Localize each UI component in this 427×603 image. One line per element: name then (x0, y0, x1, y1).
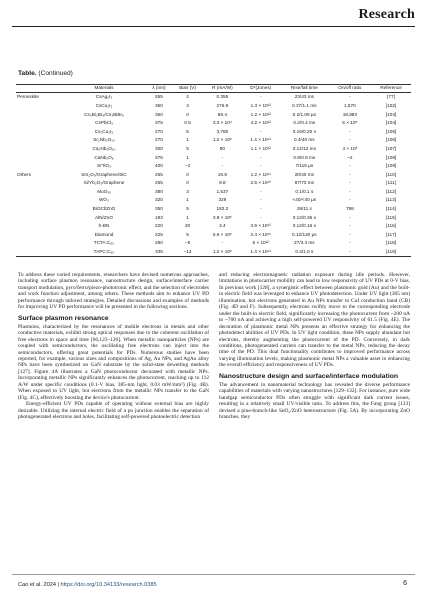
table-cell: 1,570 (343, 102, 356, 108)
right-column (219, 272, 410, 421)
table-cell (16, 188, 62, 197)
table-cell (16, 222, 62, 231)
section-heading: Nanostructure design and surface/interface modulation (219, 372, 399, 380)
table-cell: - (349, 249, 351, 255)
table-cell: [105] (385, 128, 397, 134)
table-cell: 220 (154, 223, 163, 229)
table-cell: 5 (186, 145, 189, 151)
table-cell: [113] (385, 197, 397, 203)
table-cell: - (349, 223, 351, 229)
table-row (16, 179, 411, 188)
table-cell (16, 179, 62, 188)
table-cell: [115] (385, 214, 397, 220)
table-cell: [117] (385, 231, 397, 237)
table-cell: 0.12/120 μs (292, 231, 317, 237)
table-cell: 255 (154, 180, 163, 186)
table-cell: 4 × 10³ (342, 145, 358, 151)
column-header: D*(Jones) (250, 85, 272, 90)
table-cell: - (349, 197, 351, 203)
table-cell: Others (17, 171, 32, 177)
table-cell: 798 (345, 206, 354, 212)
table-cell: - (259, 206, 262, 212)
table-cell: [107] (385, 145, 397, 151)
section-heading: Surface plasmon resonance (18, 314, 109, 322)
paragraph: Energy-efficient UV PDs capable of operating without external bias are highly desirable. Utilizing the internal electric field of a pn junction enables the separation of photogenerated electrons and holes, facilitating self-powered photoelectric detection (18, 401, 209, 421)
table-cell: 0.2/1.09 μs (292, 111, 316, 117)
table-row (16, 222, 411, 231)
table-cell: 1.1 × 10¹² (250, 145, 271, 151)
table-cell (16, 213, 62, 222)
page-number: 6 (403, 580, 407, 587)
table-row (16, 102, 411, 111)
footer-divider (12, 574, 415, 575)
table-cell: [114] (385, 206, 397, 212)
table-cell: - (349, 188, 351, 194)
table-cell: 193 (154, 214, 163, 220)
table-cell: [109] (385, 163, 397, 169)
table-cell: Sm₂O₃/Graphene/SiC (81, 171, 127, 177)
table-cell: 19.8 (217, 171, 227, 177)
table-cell: 0.1/0.1 s (295, 188, 314, 194)
table-cell: 276.9 (216, 102, 229, 108)
table-row (16, 162, 411, 171)
table-cell: 20 (184, 223, 191, 229)
table-cell: SrTiO₃ (97, 163, 111, 169)
table-cell (16, 127, 62, 136)
paragraph: Plasmons, characterized by the resonances of mobile electrons in metals and other conductive materials, exhibit strong optical responses due to the coherent oscillation of free electrons in space and time [66,123–126]. When metallic nanoparticles (NPs) are coupled with semiconductors, the oscillating free electrons can inject into the semiconductors, offering great potentials for PDs. Numerous studies have been reported, for example, various sizes and compositions of Ag, Au NPs, and AgAu alloy NPs have been synthesized on GaN substrate by the solid-state dewetting methods [127]. Figure 4A illustrates a GaN photoconductor decorated with metallic NPs. Incorporating metallic NPs significantly enhances the photocurrent, reaching up to 112 A/W under specific conditions (0.1-V bias, 385-nm light, 0.03 mW/mm²) (Fig. 4B). When exposed to UV light, hot electrons from the metallic NPs transfer to the GaN (Fig. 4C), effectively boosting the device's photocurrent. (18, 323, 209, 401)
table-cell: 0.355 (216, 94, 229, 100)
column-header: Reference (380, 85, 402, 90)
column-header: R (mA/W) (212, 85, 233, 90)
left-column (18, 272, 209, 421)
table-cell: [77] (387, 94, 395, 100)
table-cell: 0.12/12 ms (292, 145, 316, 151)
table-cell: 59.4 (217, 111, 227, 117)
table-cell: 3.8 × 10⁵ (212, 214, 232, 220)
table-cell: 80 (219, 145, 225, 151)
table-cell: 1 (186, 154, 189, 160)
table-cell: 4.2 × 10¹² (250, 120, 271, 126)
table-cell: 5.9 × 10⁵ (212, 231, 232, 237)
table-cell: 0 (186, 180, 189, 186)
table-cell: 5 × 10⁵ (342, 120, 358, 126)
footer-citation: Cao et al. 2024 | https://doi.org/10.34133/research.0385 (18, 582, 157, 588)
table-cell: BiOCl/ZnO (92, 206, 116, 212)
table-cell: <40/<40 μs (292, 197, 317, 203)
table-cell: - (349, 180, 351, 186)
table-cell: 9.8 (219, 180, 226, 186)
table-cell (16, 248, 62, 257)
table-cell: 23/43 ms (294, 94, 314, 100)
column-header (16, 85, 62, 93)
table-cell: - (349, 128, 351, 134)
table-cell: 1 (186, 197, 189, 203)
table-cell: 400 (154, 163, 163, 169)
table-cell: 1.2 × 10⁶ (212, 137, 232, 143)
table-row (16, 119, 411, 128)
column-header: Rise/fall time (290, 85, 318, 90)
table-cell (16, 153, 62, 162)
table-cell: 0.16/0.20 s (292, 128, 316, 134)
table-row (16, 127, 411, 136)
table-header (16, 85, 411, 93)
table-cell: 225 (154, 231, 163, 237)
table-cell: 0 (186, 171, 189, 177)
table-cell: WO₃ (99, 197, 109, 203)
table-cell: Cs₃Bi₂Br₉/Cs₃BiBr₆ (84, 111, 124, 117)
table-cell: 1.3 × 10¹² (250, 102, 271, 108)
table-cell: 375 (154, 120, 163, 126)
table-cell (16, 136, 62, 145)
table-cell (16, 119, 62, 128)
paragraph: The advancement in nanomaterial technology has revealed the diverse performance capabilities of materials with varying nanostructures [129–132]. For instance, pure wide bandgap semiconductor PDs often struggle with significant dark current issues, resulting in a relatively small UV/visible ratio. To address this, the Fang group [133] devised a pine-branch-like SnO₂/ZnO heterostructure (Fig. 5A). By incorporating ZnO branches, they (219, 381, 410, 421)
table-cell: 1.4 × 10¹⁴ (250, 137, 272, 143)
table-cell: CsPbCl₃ (95, 120, 113, 126)
table-cell: −2 (184, 163, 191, 169)
table-row (16, 153, 411, 162)
table-cell (16, 231, 62, 240)
table-cell: 0.12/0.36 s (292, 214, 316, 220)
table-row (16, 110, 411, 119)
table-cell: 3,780 (216, 128, 229, 134)
table-row (16, 239, 411, 248)
table-cell: - (259, 214, 262, 220)
table-cell: - (349, 240, 351, 246)
table-cell: 0.2/0.4 ms (293, 120, 316, 126)
table-cell: - (259, 188, 262, 194)
table-cell: 7/115 μs (295, 163, 314, 169)
table-cell (16, 110, 62, 119)
column-header: Materials (94, 85, 114, 90)
header-divider (12, 26, 415, 27)
table-cell: Sr₂Nb₃O₁₀ (93, 137, 115, 143)
table-cell: ~2 (347, 154, 353, 160)
table-cell: 329 (218, 197, 227, 203)
table-cell: 320 (154, 197, 163, 203)
table-cell: TCTA:C₆₀ (93, 240, 115, 246)
table-cell: [119] (385, 249, 397, 255)
table-cell: 1,537 (216, 188, 229, 194)
table-cell: 29/11 s (296, 206, 312, 212)
table-cell: −14 (183, 249, 192, 255)
table-cell: [104] (385, 120, 397, 126)
table-cell: [112] (385, 188, 397, 194)
table-cell: 1 (186, 214, 189, 220)
table-row (16, 248, 411, 257)
table-caption: Table. (Continued) (18, 70, 73, 77)
table-row (16, 205, 411, 214)
column-header: On/off ratio (338, 85, 362, 90)
table-cell: CsCu₂I₃ (95, 102, 113, 108)
table-cell: - (259, 94, 262, 100)
table-cell: 265 (154, 94, 163, 100)
table-cell: [116] (385, 223, 397, 229)
table-cell: 18,883 (342, 111, 358, 117)
table-cell: 255 (154, 171, 163, 177)
table-cell: 350 (154, 206, 163, 212)
table-cell: [106] (385, 137, 397, 143)
table-cell: - (349, 137, 351, 143)
table-cell: 3 (186, 102, 189, 108)
table-cell: 0.37/1.1 ms (292, 102, 317, 108)
table-cell: [102] (385, 102, 397, 108)
table-cell: 0.4/40 ms (294, 137, 315, 143)
table-cell: 0.4/1.0 s (295, 249, 314, 255)
table-cell: 3.3 × 10⁴ (212, 120, 232, 126)
table-cell: 5 (186, 231, 189, 237)
table-cell: 360 (154, 102, 163, 108)
table-cell: 3.4 (219, 223, 226, 229)
table-cell: 270 (154, 137, 163, 143)
table-cell (16, 205, 62, 214)
table-cell: - (221, 163, 224, 169)
table-cell (16, 239, 62, 248)
table-cell: [108] (385, 154, 397, 160)
table-row (16, 170, 411, 179)
table-cell: 0.5 (184, 120, 191, 126)
table-cell: 87/73 ms (294, 180, 314, 186)
paragraph: To address these varied requirements, researchers have devised numerous approaches, including surface plasmon resonance, nanostructure design, surface/interface carrier transport modulation, pyro/ferro/piezo-phototronic effect, and the selection of electrodes and work function adjustment, among others. These methods aim to enhance UV PD performance through tailored strategies. Detailed discussions and examples of methods for improving UV PD performance will be presented in the following sections. (18, 272, 209, 311)
table-cell: - (259, 154, 262, 160)
table-cell: CaNb₂O₆ (94, 154, 114, 160)
table-cell (16, 196, 62, 205)
table-cell: 1.2 × 10¹¹ (250, 171, 271, 177)
table-cell: [103] (385, 111, 397, 117)
table-row (16, 213, 411, 222)
doi-link[interactable]: https://doi.org/10.34133/research.0385 (60, 582, 157, 588)
table-cell (16, 162, 62, 171)
table-cell: [110] (385, 171, 397, 177)
table-cell: Si/Yb₂O₃/Graphene (83, 180, 125, 186)
column-header: Bias (V) (179, 85, 196, 90)
table-cell: Ca₂Nb₃O₁₀ (92, 145, 116, 151)
table-cell: - (349, 214, 351, 220)
table-cell: - (259, 128, 262, 134)
table-cell: 27/3.3 ms (294, 240, 315, 246)
table-cell: Perovskite (17, 94, 39, 100)
table-cell: 6 × 10¹² (252, 240, 269, 246)
table-cell: 375 (154, 154, 163, 160)
table-cell (16, 145, 62, 154)
table-cell: - (349, 171, 351, 177)
table-cell: 270 (154, 128, 163, 134)
table-body (16, 93, 411, 257)
table-cell: 1.3 × 10¹⁴ (250, 249, 272, 255)
table-cell: 5 (186, 128, 189, 134)
table-row (16, 93, 411, 102)
table-cell: 0 (186, 111, 189, 117)
table-cell (16, 102, 62, 111)
table-cell: 3.9 × 10¹⁰ (250, 223, 271, 229)
table-cell: 1.2 × 10¹² (250, 111, 271, 117)
table-cell: - (221, 154, 224, 160)
table-cell: CsAg₂I₃ (95, 94, 113, 100)
table-cell: - (221, 240, 224, 246)
table-cell: 2.5 × 10¹⁰ (250, 180, 271, 186)
table-cell: 280 (154, 240, 163, 246)
column-header: λ (nm) (152, 85, 166, 90)
table-cell: MoO₃ₓ (97, 188, 111, 194)
table-cell: 5 (186, 206, 189, 212)
table-row (16, 188, 411, 197)
table-cell: 3 (186, 188, 189, 194)
table-cell: TAPC:C₆₀ (93, 249, 115, 255)
table-cell: Cs₂Cu₂I₅ (94, 128, 114, 134)
table-cell: 182.2 (216, 206, 229, 212)
materials-table (16, 84, 411, 257)
table-cell: 335 (154, 249, 163, 255)
table-cell: 380 (154, 188, 163, 194)
table-cell: 300 (154, 145, 163, 151)
table-cell: - (259, 197, 262, 203)
table-cell: 2 (186, 94, 189, 100)
table-cell: 1.2 × 10⁶ (212, 249, 232, 255)
table-row (16, 231, 411, 240)
table-cell: - (349, 163, 351, 169)
table-cell: 1 (186, 137, 189, 143)
table-cell: 0.12/0.16 s (292, 223, 316, 229)
table-row (16, 136, 411, 145)
table-cell: −5 (184, 240, 191, 246)
table-row (16, 145, 411, 154)
table-cell: 20/40 ms (294, 171, 314, 177)
table-cell: - (259, 163, 262, 169)
table-cell: Diamond (94, 231, 114, 237)
table-cell: - (349, 94, 351, 100)
table-row (16, 196, 411, 205)
table-cell: [118] (385, 240, 397, 246)
table-cell: AlN/ZnO (95, 214, 113, 220)
journal-title: Research (358, 7, 415, 22)
table-cell: 360 (154, 111, 163, 117)
table-cell: 3.4 × 10¹⁵ (250, 231, 271, 237)
table-cell: h-BN (98, 223, 110, 229)
table-cell: [111] (386, 180, 396, 186)
table-cell: 0.8/0.9 ms (293, 154, 316, 160)
paragraph: and reducing electromagnetic radiation exposure during idle periods. However, limitations in photocarrier mobility can lead to low responsivity of UV PDs at 0-V bias. In previous work [128], a synergistic effect between plasmonic gold (Au) and the built-in electric field was leveraged to enhance UV photodetection. Under UV light (365 nm) illumination, hot electrons generated in Au NPs transfer to CuI conduction band (CB) (Fig. 4D and F). Subsequently, electrons swiftly move to the corresponding electrode under the built-in electric field, significantly increasing the photocurrent from ~200 nA to ~700 nA and achieving a high self-powered UV responsivity of 61.5 (Fig. 4E). The decoration of plasmonic metal NPs presents an effective strategy for enhancing the photodetect abilities of UV PDs. In UV light condition, these NPs supply abundant hot electrons, thereby augmenting the photocurrent of the PD. Conversely, in dark conditions, photogenerated carriers can transfer to the metal NPs, reducing the decay time of the PD. This dual functionality contributes to improved performance across varying illumination levels, making plasmonic metal NPs a valuable asset in enhancing the overall efficiency and responsiveness of UV PDs. (219, 272, 410, 369)
table-cell: - (349, 231, 351, 237)
